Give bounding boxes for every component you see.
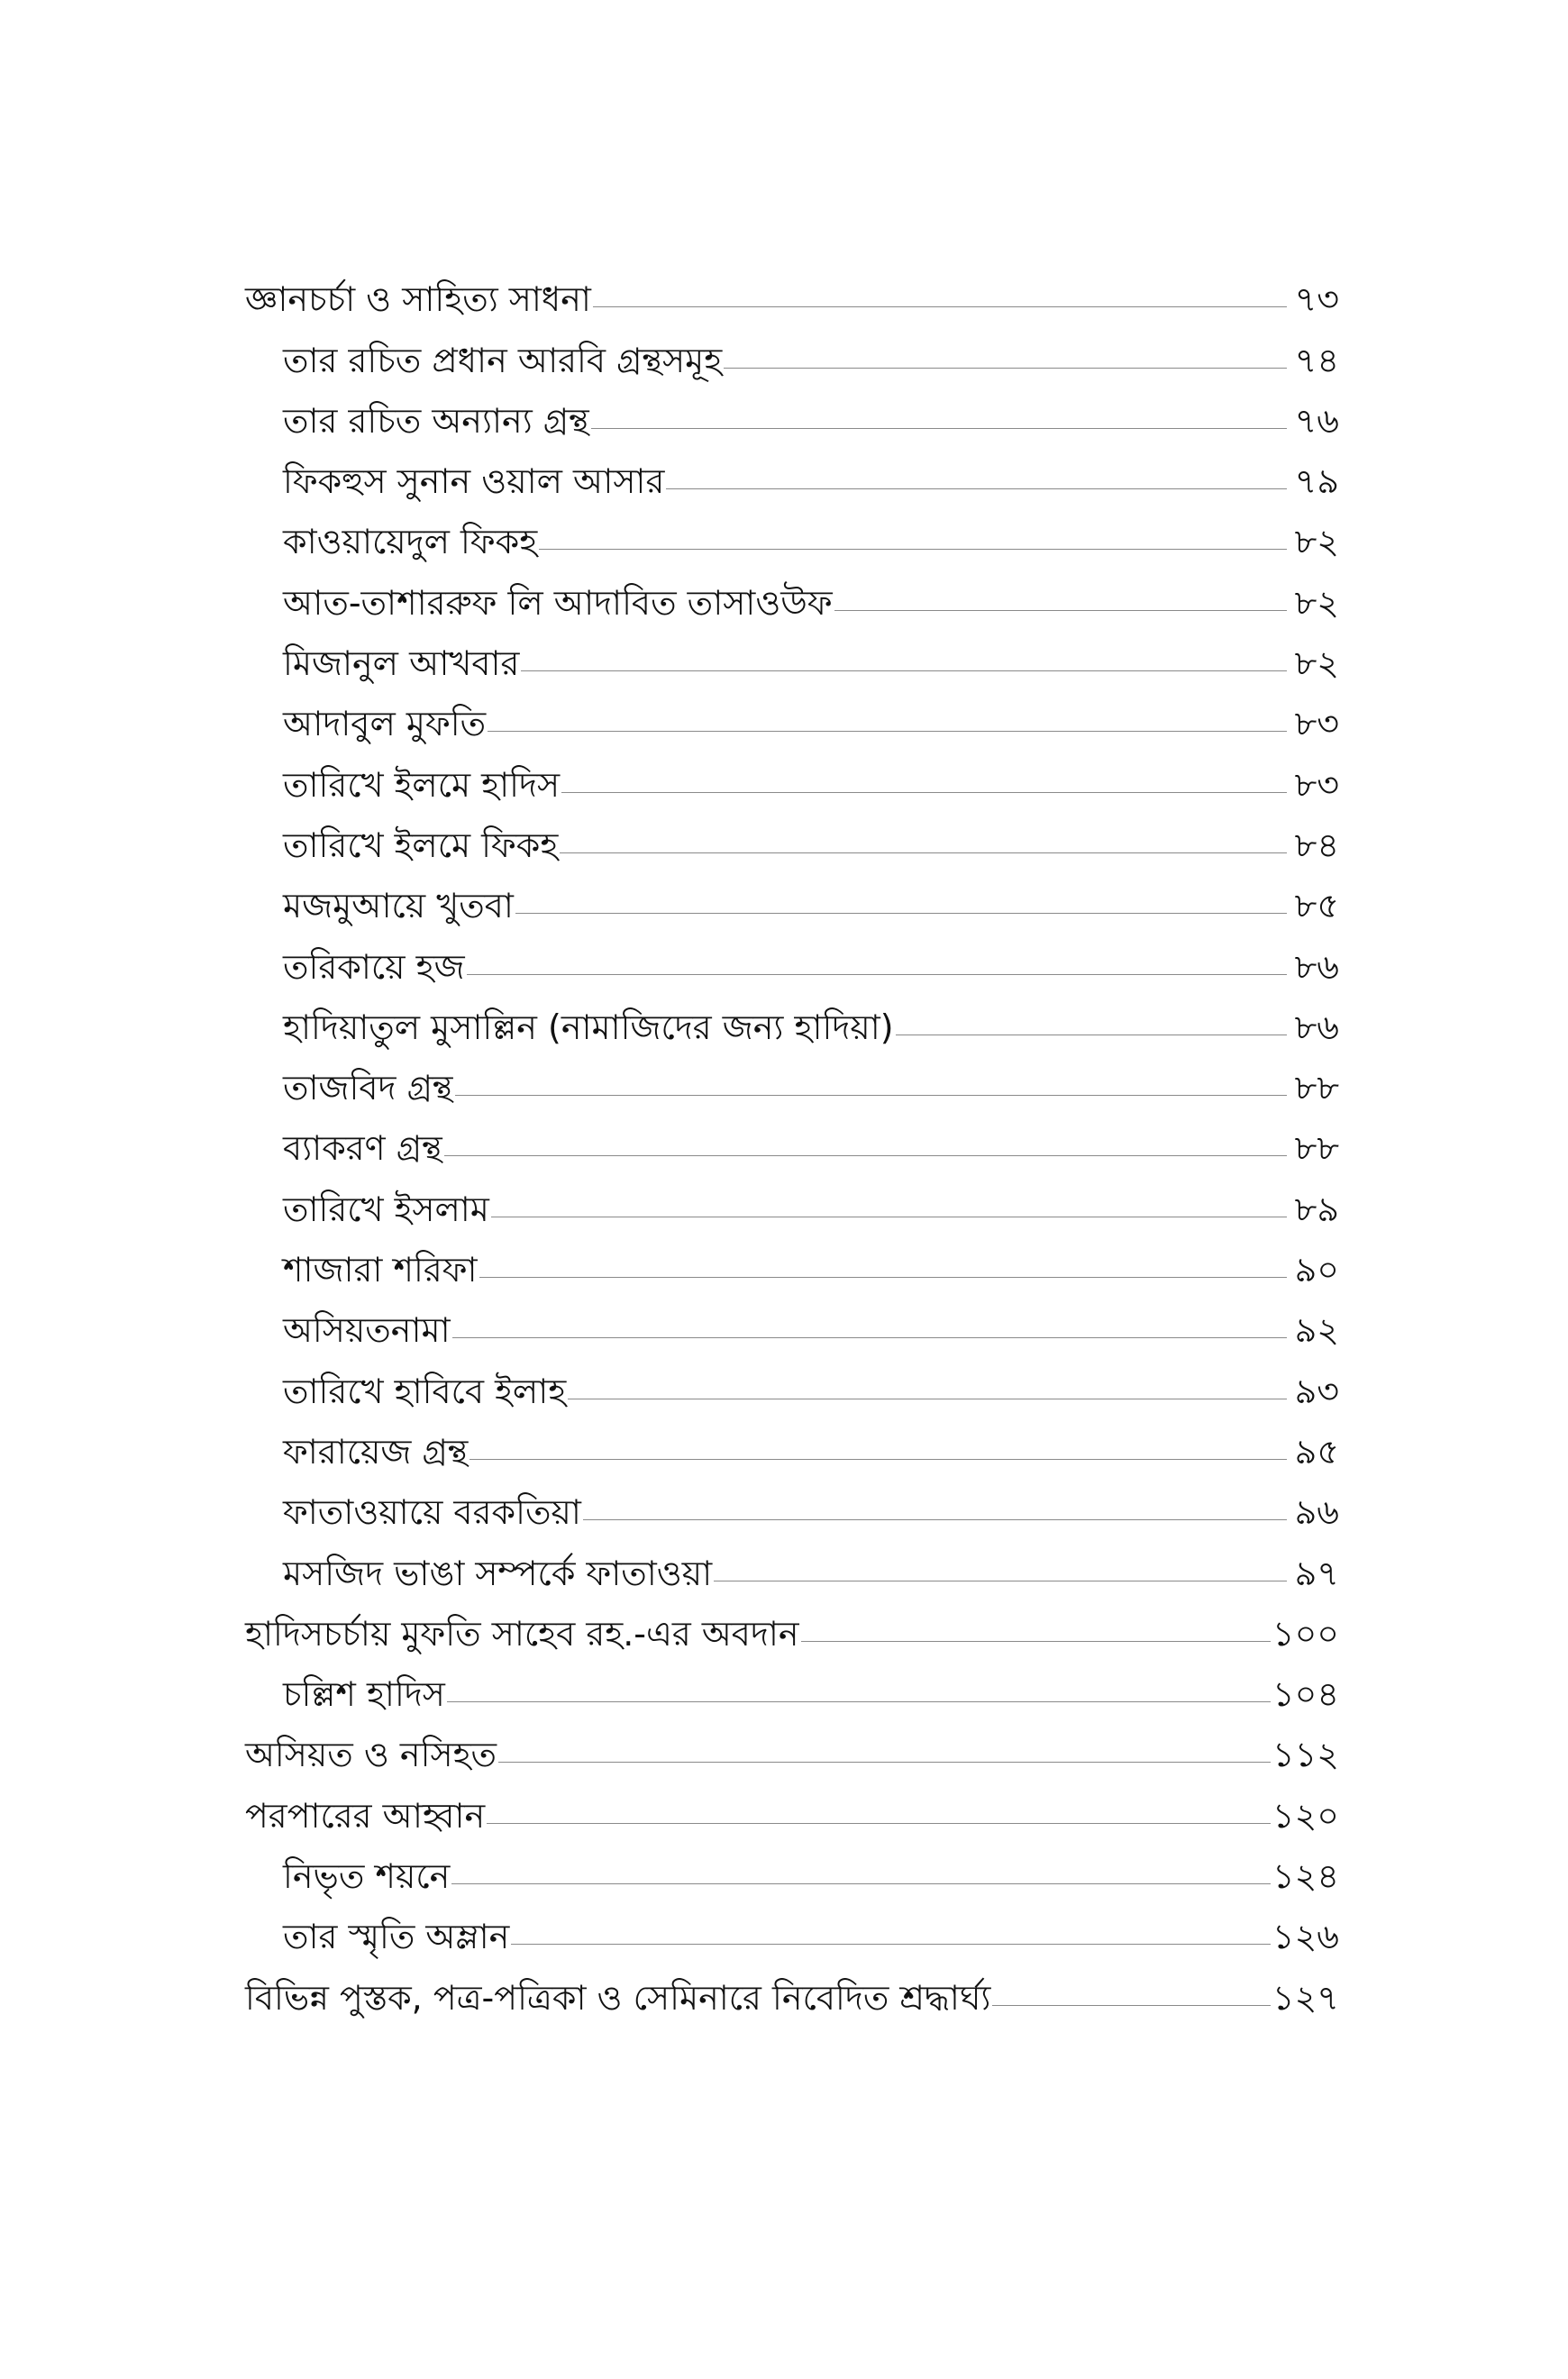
toc-entry-title: তার রচিত প্রধান আরবি গ্রন্থসমূহ	[283, 340, 723, 380]
dot-leader	[992, 2005, 1270, 2006]
dot-leader	[455, 1095, 1288, 1096]
toc-entry-page-number: ৯০	[1294, 1250, 1339, 1290]
toc-entry-page-number: ৯২	[1294, 1310, 1339, 1351]
toc-entry-title: হাদিসচর্চায় মুফতি সাহেব রহ.-এর অবদান	[245, 1613, 799, 1654]
toc-entry[interactable]	[245, 686, 1339, 746]
toc-entry[interactable]	[245, 1110, 1339, 1171]
toc-entry[interactable]	[245, 1959, 1339, 2019]
dot-leader	[521, 670, 1287, 671]
dot-leader	[498, 1762, 1271, 1763]
toc-entry-page-number: ৮৫	[1294, 886, 1339, 926]
toc-entry-title: মজমুআয়ে খুতবা	[283, 886, 514, 926]
toc-entry-page-number: ৮৮	[1294, 1128, 1339, 1169]
toc-entry-page-number: ৯৫	[1294, 1431, 1339, 1472]
dot-leader	[487, 1823, 1271, 1824]
toc-entry-title: আদাবুল মুফতি	[283, 704, 487, 744]
dot-leader	[479, 1277, 1287, 1278]
toc-entry-page-number: ৮৯	[1294, 1189, 1339, 1229]
toc-entry[interactable]	[245, 928, 1339, 989]
toc-entry[interactable]	[245, 1474, 1339, 1535]
toc-entry[interactable]	[245, 625, 1339, 686]
table-of-contents	[245, 261, 1339, 2020]
toc-entry-title: ফিকহুস সুনান ওয়াল আসার	[283, 461, 665, 502]
toc-entry-page-number: ৭৬	[1294, 400, 1339, 441]
dot-leader	[515, 913, 1287, 914]
toc-entry-page-number: ৯৭	[1294, 1553, 1339, 1593]
dot-leader	[511, 1944, 1271, 1945]
toc-entry-page-number: ৮২	[1294, 522, 1339, 562]
dot-leader	[467, 974, 1287, 975]
toc-entry[interactable]	[245, 1717, 1339, 1777]
toc-entry-title: চল্লিশ হাদিস	[283, 1674, 445, 1715]
toc-entry[interactable]	[245, 1050, 1339, 1110]
toc-entry-title: কাওয়ায়েদুল ফিকহ	[283, 522, 538, 562]
toc-entry-title: হাদিয়াতুল মুসাল্লিন (নামাজিদের জন্য হাদিয়া)	[283, 1007, 894, 1047]
toc-entry-title: তার রচিত অন্যান্য গ্রন্থ	[283, 400, 589, 441]
toc-entry-page-number: ৯৩	[1294, 1371, 1339, 1411]
toc-entry-title: ব্যাকরণ গ্রন্থ	[283, 1128, 442, 1169]
dot-leader	[834, 610, 1287, 611]
toc-entry[interactable]	[245, 1353, 1339, 1413]
toc-entry-title: শাজারা শরিফা	[283, 1250, 478, 1290]
dot-leader	[591, 428, 1287, 429]
toc-entry-page-number: ৭৩	[1294, 279, 1339, 320]
toc-entry-page-number: ১২৬	[1272, 1917, 1339, 1957]
toc-entry[interactable]	[245, 1414, 1339, 1474]
toc-entry-title: অসিয়ত ও নসিহত	[245, 1735, 497, 1775]
dot-leader	[444, 1155, 1287, 1156]
toc-entry-page-number: ১০৪	[1272, 1674, 1339, 1715]
toc-entry[interactable]	[245, 1777, 1339, 1837]
toc-entry-page-number: ৮৬	[1294, 1007, 1339, 1047]
toc-entry-page-number: ৮২	[1294, 643, 1339, 684]
toc-entry[interactable]	[245, 1596, 1339, 1656]
toc-entry-page-number: ১০০	[1272, 1613, 1339, 1654]
toc-entry[interactable]	[245, 1292, 1339, 1353]
toc-entry-title: তার স্মৃতি অম্লান	[283, 1917, 510, 1957]
toc-entry-title: অসিয়তনামা	[283, 1310, 451, 1351]
dot-leader	[593, 306, 1287, 307]
toc-entry-page-number: ৮৩	[1294, 704, 1339, 744]
toc-entry[interactable]	[245, 1232, 1339, 1292]
toc-entry-title: তাজবিদ গ্রন্থ	[283, 1068, 453, 1108]
dot-leader	[560, 852, 1287, 853]
toc-entry-title: তারিখে ইসলাম	[283, 1189, 489, 1229]
toc-entry-page-number: ৭৯	[1294, 461, 1339, 502]
toc-entry[interactable]	[245, 383, 1339, 443]
dot-leader	[801, 1641, 1271, 1642]
toc-entry-title: ফারায়েজ গ্রন্থ	[283, 1431, 469, 1472]
dot-leader	[488, 731, 1287, 732]
toc-entry[interactable]	[245, 1899, 1339, 1959]
toc-entry-title: মিজানুল আখবার	[283, 643, 520, 684]
toc-entry[interactable]	[245, 443, 1339, 504]
toc-entry[interactable]	[245, 746, 1339, 807]
toc-entry-page-number: ৮৩	[1294, 764, 1339, 805]
toc-entry-title: আত-তাশাররুফ লি আদাবিত তাসাওউফ	[283, 582, 833, 623]
toc-entry[interactable]	[245, 564, 1339, 624]
dot-leader	[469, 1459, 1287, 1460]
toc-entry[interactable]	[245, 1171, 1339, 1231]
dot-leader	[452, 1337, 1287, 1338]
toc-entry-page-number: ৮৬	[1294, 946, 1339, 987]
dot-leader	[583, 1519, 1287, 1520]
toc-entry[interactable]	[245, 1656, 1339, 1717]
toc-entry-page-number: ৯৬	[1294, 1492, 1339, 1533]
toc-entry-page-number: ১২৭	[1272, 1977, 1339, 2018]
dot-leader	[539, 549, 1287, 550]
dot-leader	[447, 1701, 1271, 1702]
dot-leader	[724, 368, 1287, 369]
toc-entry-title: তারিখে ইলমে ফিকহ	[283, 825, 559, 865]
toc-entry[interactable]	[245, 1535, 1339, 1595]
toc-entry-title: নিভৃত শয়নে	[283, 1856, 451, 1897]
toc-entry-page-number: ১২৪	[1272, 1856, 1339, 1897]
toc-entry[interactable]	[245, 504, 1339, 564]
toc-entry-title: ফাতাওয়ায়ে বরকতিয়া	[283, 1492, 581, 1533]
toc-entry[interactable]	[245, 807, 1339, 868]
toc-entry-title: তরিকায়ে হজ	[283, 946, 465, 987]
toc-entry-page-number: ৭৪	[1294, 340, 1339, 380]
toc-entry-title: তারিখে ইলমে হাদিস	[283, 764, 561, 805]
toc-entry[interactable]	[245, 261, 1339, 322]
toc-entry[interactable]	[245, 989, 1339, 1050]
toc-entry[interactable]	[245, 1838, 1339, 1899]
toc-entry-page-number: ৮২	[1294, 582, 1339, 623]
toc-entry-page-number: ৮৪	[1294, 825, 1339, 865]
toc-entry-page-number: ৮৮	[1294, 1068, 1339, 1108]
toc-entry-page-number: ১২০	[1272, 1795, 1339, 1836]
toc-entry-title: বিভিন্ন পুস্তক, পত্র-পত্রিকা ও সেমিনারে নিবেদিত শ্রদ্ধার্ঘ্য	[245, 1977, 991, 2018]
toc-entry-title: পরপারের আহ্বান	[245, 1795, 486, 1836]
toc-entry-page-number: ১১২	[1272, 1735, 1339, 1775]
toc-entry-title: তারিখে হাবিবে ইলাহ	[283, 1371, 567, 1411]
dot-leader	[561, 792, 1287, 793]
toc-entry[interactable]	[245, 868, 1339, 928]
dot-leader	[451, 1883, 1271, 1884]
toc-entry[interactable]	[245, 322, 1339, 382]
dot-leader	[666, 488, 1287, 489]
toc-entry-title: মসজিদ ভাঙা সম্পর্কে ফাতাওয়া	[283, 1553, 713, 1593]
toc-entry-title: জ্ঞানচর্চা ও সাহিত্য সাধনা	[245, 279, 591, 320]
